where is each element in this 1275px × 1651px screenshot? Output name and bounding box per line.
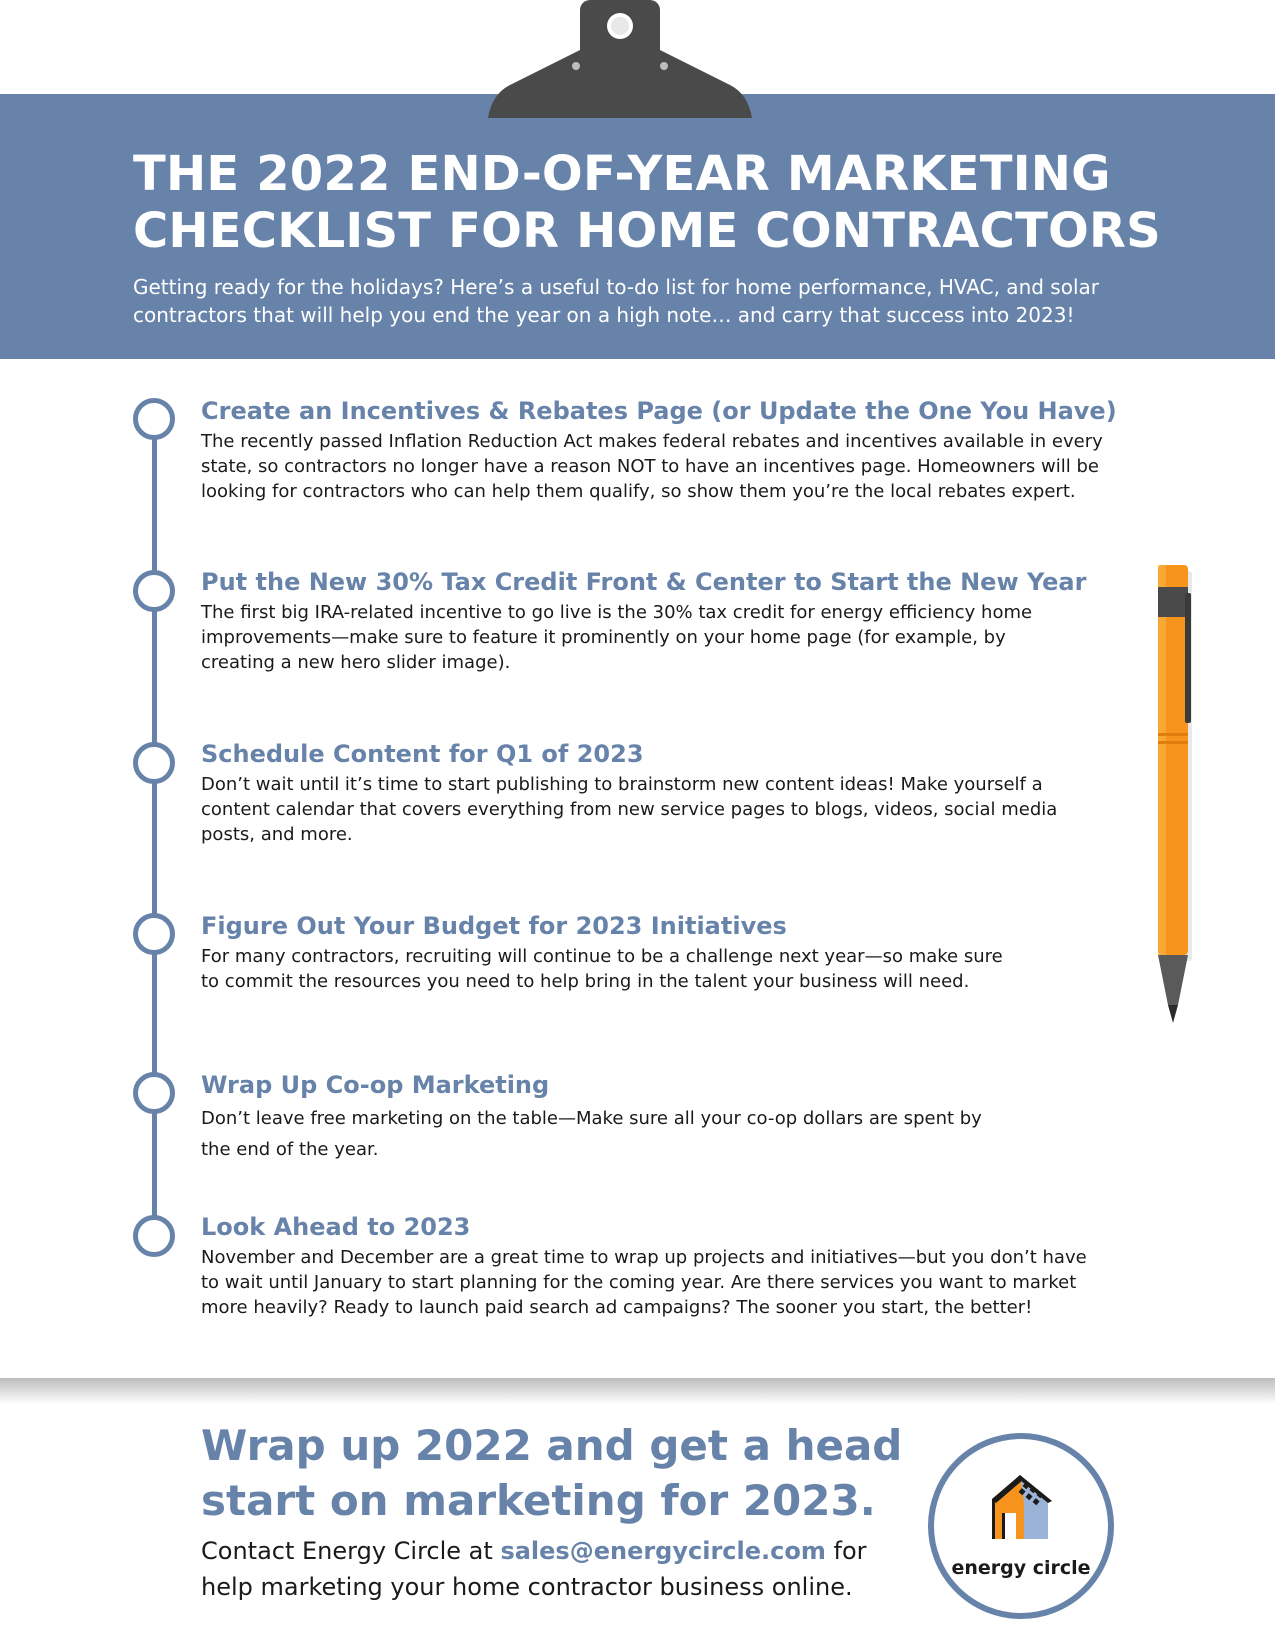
pencil-icon bbox=[1152, 565, 1202, 1025]
checklist-item-title: Figure Out Your Budget for 2023 Initiatives bbox=[201, 912, 787, 940]
checklist-item-body bbox=[201, 429, 1161, 504]
checklist-circle-icon bbox=[133, 1072, 175, 1114]
checklist-circle-icon bbox=[133, 570, 175, 612]
checklist-item bbox=[201, 396, 1161, 504]
checklist-item bbox=[201, 1070, 1161, 1165]
checklist-item-title: Create an Incentives & Rebates Page (or Update the One You Have) bbox=[201, 397, 1117, 425]
cta-line: start on marketing for 2023. bbox=[201, 1476, 876, 1525]
body-line: the end of the year. bbox=[201, 1139, 379, 1160]
checklist-item-title: Put the New 30% Tax Credit Front & Center to Start the New Year bbox=[201, 568, 1087, 596]
checklist-item-title: Wrap Up Co-op Marketing bbox=[201, 1071, 550, 1099]
contact-line bbox=[201, 1533, 941, 1569]
timeline-line bbox=[152, 428, 157, 1238]
checklist-item-title: Schedule Content for Q1 of 2023 bbox=[201, 740, 644, 768]
footer-divider bbox=[0, 1378, 1275, 1404]
clipboard-clip-icon bbox=[480, 0, 760, 118]
contact-email-link[interactable]: sales@energycircle.com bbox=[500, 1537, 826, 1565]
body-line: state, so contractors no longer have a reason NOT to have an incentives page. Homeowners will be bbox=[201, 456, 1099, 477]
body-line: posts, and more. bbox=[201, 824, 353, 845]
house-logo-icon bbox=[982, 1469, 1062, 1545]
cta-heading bbox=[201, 1418, 901, 1528]
page-title bbox=[133, 146, 1233, 260]
contact-line: help marketing your home contractor business online. bbox=[201, 1573, 853, 1601]
title-line: CHECKLIST FOR HOME CONTRACTORS bbox=[133, 203, 1161, 259]
energy-circle-logo bbox=[928, 1433, 1114, 1619]
body-line: to commit the resources you need to help bring in the talent your business will need. bbox=[201, 971, 970, 992]
checklist-item bbox=[201, 567, 1161, 675]
checklist-item-body bbox=[201, 944, 1161, 994]
intro-line: Getting ready for the holidays? Here’s a useful to-do list for home performance, HVAC, and solar bbox=[133, 275, 1099, 299]
checklist-item bbox=[201, 1212, 1161, 1320]
body-line: improvements—make sure to feature it prominently on your home page (for example, by bbox=[201, 627, 1006, 648]
body-line: Don’t leave free marketing on the table—Make sure all your co-op dollars are spent by bbox=[201, 1108, 982, 1129]
contact-suffix: for bbox=[825, 1537, 867, 1565]
body-line: Don’t wait until it’s time to start publishing to brainstorm new content ideas! Make yourself a bbox=[201, 774, 1043, 795]
body-line: For many contractors, recruiting will continue to be a challenge next year—so make sure bbox=[201, 946, 1003, 967]
contact-prefix: Contact Energy Circle at bbox=[201, 1537, 501, 1565]
body-line: looking for contractors who can help them qualify, so show them you’re the local rebates expert. bbox=[201, 481, 1076, 502]
checklist-item-body bbox=[201, 772, 1161, 847]
checklist-item-body bbox=[201, 600, 1161, 675]
checklist-circle-icon bbox=[133, 742, 175, 784]
checklist-circle-icon bbox=[133, 1215, 175, 1257]
body-line: to wait until January to start planning for the coming year. Are there services you want to market bbox=[201, 1272, 1077, 1293]
logo-text: energy circle bbox=[951, 1557, 1091, 1579]
checklist-item-body bbox=[201, 1103, 1161, 1165]
body-line: more heavily? Ready to launch paid search ad campaigns? The sooner you start, the better! bbox=[201, 1297, 1033, 1318]
body-line: The first big IRA-related incentive to go live is the 30% tax credit for energy efficiency home bbox=[201, 602, 1033, 623]
checklist-circle-icon bbox=[133, 913, 175, 955]
checklist-item-body bbox=[201, 1245, 1161, 1320]
body-line: The recently passed Inflation Reduction Act makes federal rebates and incentives available in every bbox=[201, 431, 1103, 452]
intro-text bbox=[133, 273, 1243, 329]
intro-line: contractors that will help you end the year on a high note… and carry that success into 2023! bbox=[133, 303, 1075, 327]
title-line: THE 2022 END-OF-YEAR MARKETING bbox=[133, 146, 1111, 202]
cta-line: Wrap up 2022 and get a head bbox=[201, 1421, 903, 1470]
body-line: November and December are a great time to wrap up projects and initiatives—but you don’t have bbox=[201, 1247, 1087, 1268]
checklist-circle-icon bbox=[133, 398, 175, 440]
contact-text bbox=[201, 1533, 941, 1605]
checklist-item bbox=[201, 739, 1161, 847]
body-line: creating a new hero slider image). bbox=[201, 652, 511, 673]
checklist-item bbox=[201, 911, 1161, 994]
checklist-item-title: Look Ahead to 2023 bbox=[201, 1213, 471, 1241]
body-line: content calendar that covers everything from new service pages to blogs, videos, social media bbox=[201, 799, 1058, 820]
